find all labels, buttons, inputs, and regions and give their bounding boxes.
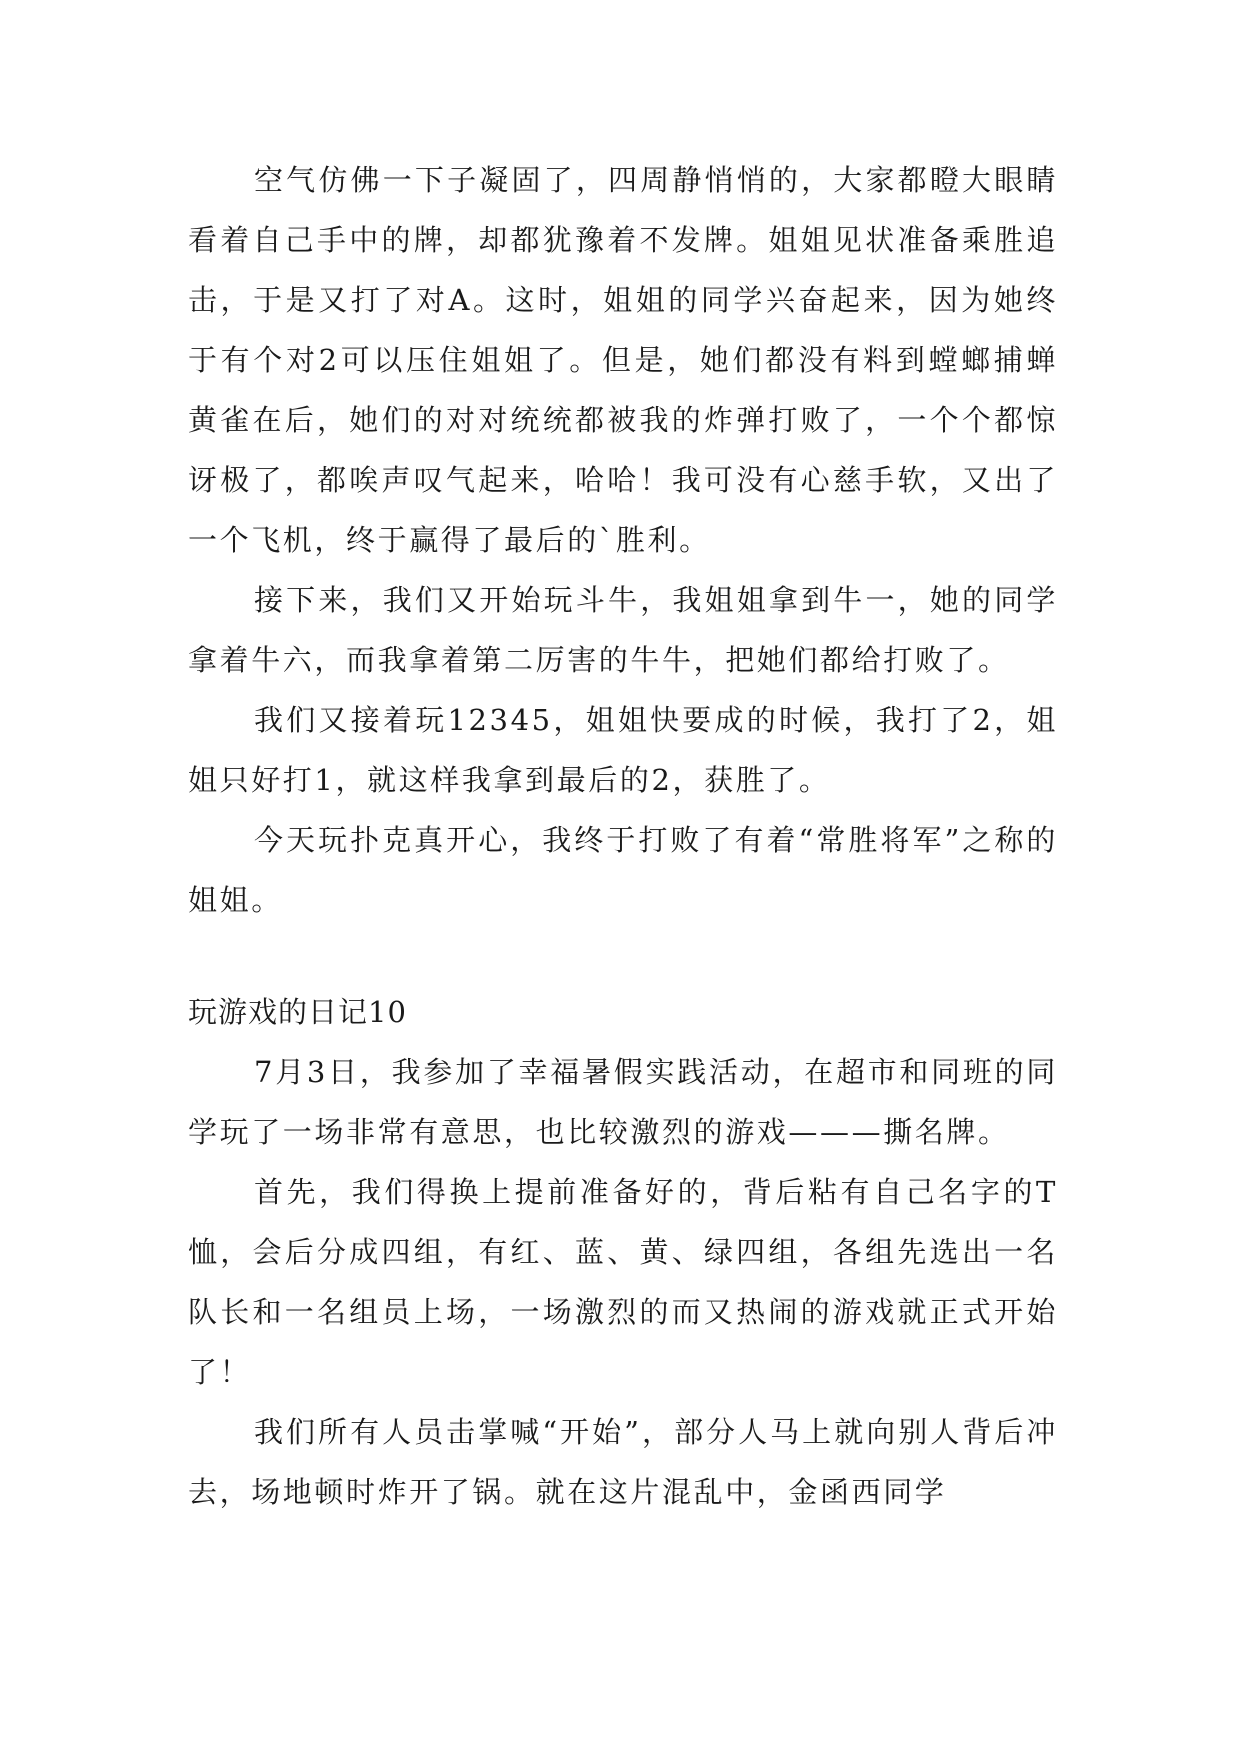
- section-title: 玩游戏的日记10: [188, 995, 407, 1029]
- paragraph-card-game-climax: 空气仿佛一下子凝固了，四周静悄悄的，大家都瞪大眼睛看着自己手中的牌，却都犹豫着不发牌。姐姐见状准备乘胜追击，于是又打了对A。这时，姐姐的同学兴奋起来，因为她终于有个对2可以压住姐姐了。但是，她们都没有料到螳螂捕蝉黄雀在后，她们的对对统统都被我的炸弹打败了，一个个都惊讶极了，都唉声叹气起来，哈哈！我可没有心慈手软，又出了一个飞机，终于赢得了最后的`胜利。: [188, 163, 1058, 557]
- paragraph-douniu: 接下来，我们又开始玩斗牛，我姐姐拿到牛一，她的同学拿着牛六，而我拿着第二厉害的牛牛，把她们都给打败了。: [188, 583, 1058, 677]
- paragraph-preparation: 首先，我们得换上提前准备好的，背后粘有自己名字的T恤，会后分成四组，有红、蓝、黄、绿四组，各组先选出一名队长和一名组员上场，一场激烈的而又热闹的游戏就正式开始了！: [188, 1175, 1058, 1389]
- section-gap: [188, 930, 1058, 982]
- paragraph-12345: 我们又接着玩12345，姐姐快要成的时候，我打了2，姐姐只好打1，就这样我拿到最后的2，获胜了。: [188, 703, 1058, 797]
- paragraph-game-start: 我们所有人员击掌喊“开始”，部分人马上就向别人背后冲去，场地顿时炸开了锅。就在这片混乱中，金函西同学: [188, 1415, 1058, 1509]
- paragraph-conclusion: 今天玩扑克真开心，我终于打败了有着“常胜将军”之称的姐姐。: [188, 823, 1058, 917]
- paragraph-intro-july-3: 7月3日，我参加了幸福暑假实践活动，在超市和同班的同学玩了一场非常有意思，也比较激烈的游戏———撕名牌。: [188, 1055, 1058, 1149]
- document-page: [188, 150, 1058, 1522]
